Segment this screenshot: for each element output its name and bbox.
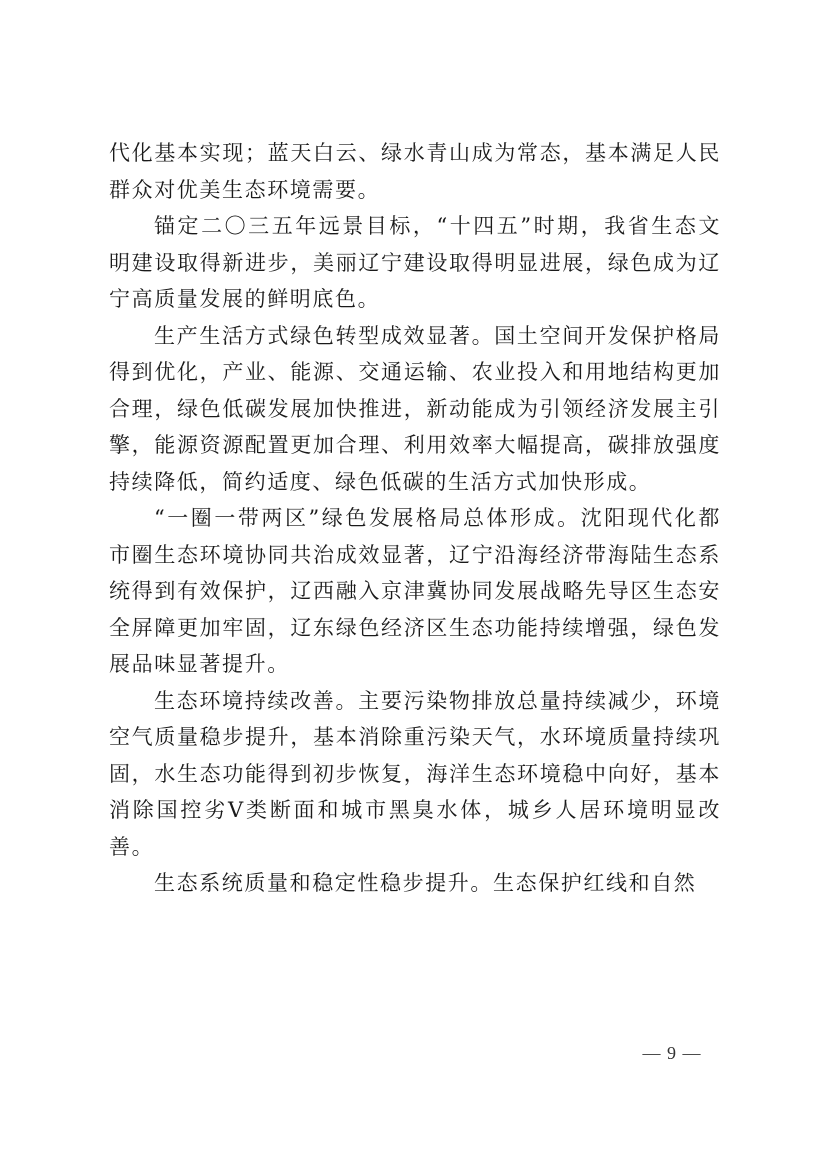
paragraph-2: 锚定二〇三五年远景目标，“十四五”时期，我省生态文明建设取得新进步，美丽辽宁建设取得明显进展，绿色成为辽宁高质量发展的鲜明底色。 <box>109 214 721 311</box>
paragraph-6: 生态系统质量和稳定性稳步提升。生态保护红线和自然 <box>154 871 697 895</box>
paragraph-4: “一圈一带两区”绿色发展格局总体形成。沈阳现代化都市圈生态环境协同共治成效显著，辽宁沿海经济带海陆生态系统得到有效保护，辽西融入京津冀协同发展战略先导区生态安全屏障更加牢固，辽东绿色经济区生态功能持续增强，绿色发展品味显著提升。 <box>109 506 721 676</box>
page-number: — 9 — <box>642 1043 702 1063</box>
body-text <box>109 135 721 902</box>
paragraph-3: 生产生活方式绿色转型成效显著。国土空间开发保护格局得到优化，产业、能源、交通运输、农业投入和用地结构更加合理，绿色低碳发展加快推进，新动能成为引领经济发展主引擎，能源资源配置更加合理、利用效率大幅提高，碳排放强度持续降低，简约适度、绿色低碳的生活方式加快形成。 <box>109 323 721 494</box>
paragraph-5: 生态环境持续改善。主要污染物排放总量持续减少，环境空气质量稳步提升，基本消除重污染天气，水环境质量持续巩固，水生态功能得到初步恢复，海洋生态环境稳中向好，基本消除国控劣Ⅴ类断面和城市黑臭水体，城乡人居环境明显改善。 <box>109 688 721 859</box>
paragraph-1: 代化基本实现；蓝天白云、绿水青山成为常态，基本满足人民群众对优美生态环境需要。 <box>109 141 721 202</box>
